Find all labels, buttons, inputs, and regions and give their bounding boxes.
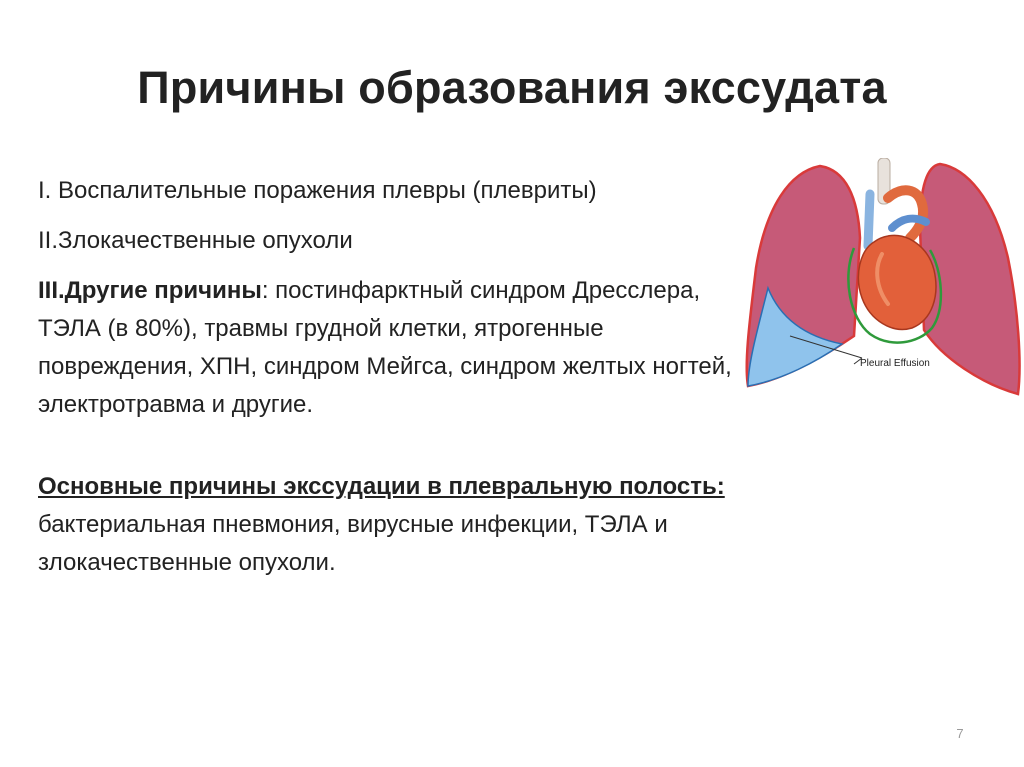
heart — [858, 235, 936, 329]
cause-item-1-text: I. Воспалительные поражения плевры (плевриты) — [38, 177, 597, 204]
figure-label: Pleural Effusion — [860, 358, 930, 369]
summary-lead: Основные причины экссудации в плевральную полость: — [38, 473, 725, 500]
slide-title: Причины образования экссудата — [137, 62, 887, 113]
cause-item-2 — [38, 222, 738, 260]
slide-body — [38, 172, 738, 594]
page-number: 7 — [956, 726, 964, 741]
cause-item-3 — [38, 272, 738, 424]
cause-item-1 — [38, 172, 738, 210]
summary — [38, 468, 738, 582]
cause-item-2-text: II.Злокачественные опухоли — [38, 227, 353, 254]
vena-cava — [868, 194, 870, 246]
summary-text: бактериальная пневмония, вирусные инфекции, ТЭЛА и злокачественные опухоли. — [38, 511, 668, 576]
lungs-illustration — [742, 158, 1024, 403]
cause-item-3-lead: III.Другие причины — [38, 277, 262, 304]
cause-item-3-text: : постинфарктный синдром Дресслера, ТЭЛА (в 80%), травмы грудной клетки, ятрогенные повреждения, ХПН, синдром Мейгса, синдром желтых ногтей, электротравма и другие. — [38, 277, 732, 418]
lungs-image — [742, 158, 1024, 403]
